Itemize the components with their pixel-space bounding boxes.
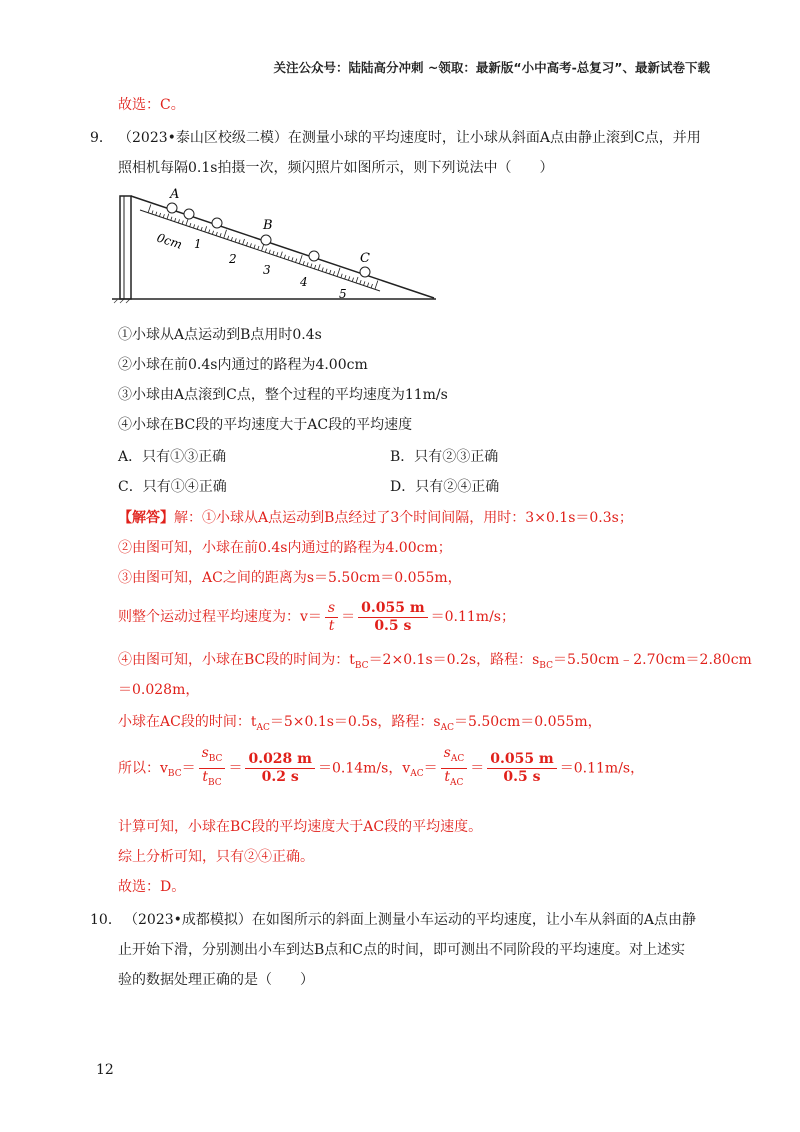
ruler-tick bbox=[212, 231, 213, 235]
ball-b bbox=[261, 235, 271, 245]
ruler-tick bbox=[318, 264, 320, 270]
ball-3 bbox=[212, 218, 222, 228]
ruler-tick bbox=[205, 226, 207, 232]
ruler-tick bbox=[307, 262, 308, 266]
tick-label-0cm: 0cm bbox=[155, 230, 184, 252]
ruler-tick bbox=[258, 246, 259, 250]
question-10-stem-line3: 验的数据处理正确的是（ ） bbox=[118, 972, 314, 988]
previous-answer: 故选：C。 bbox=[118, 97, 185, 113]
option-b: B．只有②③正确 bbox=[390, 449, 499, 465]
ruler-tick bbox=[364, 281, 365, 285]
answer-line-6: ＝0.028m， bbox=[118, 682, 200, 698]
ruler-tick bbox=[220, 233, 221, 237]
ruler-tick bbox=[201, 227, 202, 231]
ruler-tick bbox=[360, 280, 361, 284]
ruler-tick bbox=[341, 274, 342, 278]
ruler-tick bbox=[193, 224, 194, 228]
ruler-tick bbox=[224, 230, 227, 239]
label-point-c: C bbox=[360, 251, 370, 266]
ruler-tick bbox=[273, 251, 274, 255]
ruler-tick bbox=[288, 256, 289, 260]
support-post bbox=[120, 196, 131, 299]
ruler-tick bbox=[375, 280, 378, 289]
ruler-tick bbox=[227, 236, 228, 240]
ruler-tick bbox=[280, 252, 282, 258]
ruler-tick bbox=[216, 232, 217, 236]
ball-c bbox=[360, 267, 370, 277]
ruler-tick bbox=[190, 223, 191, 227]
ruler-tick bbox=[148, 204, 151, 213]
ruler-tick bbox=[243, 239, 245, 245]
ruler-tick bbox=[322, 267, 323, 271]
ball-a bbox=[167, 203, 177, 213]
ruler-tick bbox=[174, 218, 175, 222]
ruler-tick bbox=[284, 255, 285, 259]
label-point-a: A bbox=[170, 187, 180, 202]
fraction-s-over-t: $\frac{s}{t}$ bbox=[325, 600, 338, 635]
ruler-tick bbox=[371, 284, 372, 288]
ruler-tick bbox=[178, 219, 179, 223]
ruler-tick bbox=[182, 221, 183, 225]
fraction-0028-over-02: $\frac{0.028 m}{0.2 s}$ bbox=[245, 751, 315, 786]
ball-5 bbox=[309, 251, 319, 261]
fraction-sbc-over-tbc: $\frac{s_{BC}}{t_{BC}}$ bbox=[199, 745, 226, 792]
question-10-stem-line1: （2023•成都模拟）在如图所示的斜面上测量小车运动的平均速度，让小车从斜面的A点由静 bbox=[124, 912, 696, 928]
ruler-tick bbox=[367, 283, 368, 287]
answer-line-7: 小球在AC段的时间：$t_{AC}=5\times 0.1s=0.5s$，路程：$s_{AC}=5.50cm=0.055m$， bbox=[118, 714, 602, 733]
ruler-tick bbox=[171, 217, 172, 221]
ruler-tick bbox=[209, 229, 210, 233]
page-header: 关注公众号：陆陆高分冲刺 ~领取：最新版“小中高考-总复习”、最新试卷下载 bbox=[273, 60, 710, 75]
ruler-tick bbox=[277, 252, 278, 256]
option-c: C．只有①④正确 bbox=[118, 479, 227, 495]
ruler-tick bbox=[292, 257, 293, 261]
ruler-tick bbox=[296, 259, 297, 263]
tick-label-3: 3 bbox=[263, 263, 271, 277]
page-number: 12 bbox=[96, 1062, 114, 1078]
statement-2: ②小球在前0.4s内通过的路程为4.00cm bbox=[118, 357, 368, 373]
ruler-tick bbox=[326, 269, 327, 273]
statement-3: ③小球由A点滚到C点，整个过程的平均速度为11m/s bbox=[118, 387, 448, 403]
fraction-0055-over-05-b: $\frac{0.055 m}{0.5 s}$ bbox=[487, 751, 557, 786]
ruler-tick bbox=[349, 276, 350, 280]
answer-tag: 【解答】 bbox=[118, 510, 174, 526]
answer-line-5: ④由图可知，小球在BC段的时间为：$t_{BC}=2\times 0.1s=0.2s$，路程：$s_{BC}=5.50cm﹣2.70cm=2.80cm$ bbox=[118, 652, 752, 671]
ruler-tick bbox=[356, 277, 358, 283]
ruler-tick bbox=[246, 242, 247, 246]
ruler-tick bbox=[299, 255, 302, 264]
question-9-stem-line2: 照相机每隔0.1s拍摄一次，频闪照片如图所示，则下列说法中（ ） bbox=[118, 160, 554, 176]
ruler-tick bbox=[167, 214, 169, 220]
statement-4: ④小球在BC段的平均速度大于AC段的平均速度 bbox=[118, 417, 413, 433]
statement-1: ①小球从A点运动到B点用时0.4s bbox=[118, 327, 322, 343]
tick-label-4: 4 bbox=[300, 275, 308, 289]
option-a: A．只有①③正确 bbox=[118, 449, 227, 465]
ruler-tick bbox=[239, 240, 240, 244]
question-10-stem-line2: 止开始下滑，分别测出小车到达B点和C点的时间，即可测出不同阶段的平均速度。对上述实 bbox=[118, 942, 685, 958]
answer-line-2: ②由图可知，小球在前0.4s内通过的路程为4.00cm； bbox=[118, 540, 452, 556]
ruler-tick bbox=[333, 271, 334, 275]
question-10-number: 10． bbox=[90, 912, 122, 928]
ruler-tick bbox=[352, 278, 353, 282]
answer-line-1: 【解答】解：①小球从A点运动到B点经过了3个时间间隔，用时：3×0.1s＝0.3s； bbox=[118, 510, 633, 526]
tick-label-1: 1 bbox=[194, 237, 202, 251]
ruler-tick bbox=[314, 265, 315, 269]
answer-line-4-formula: 则整个运动过程平均速度为：v＝ $\frac{s}{t}$ ＝ $\frac{0.055 m}{0.5 s}$ ＝0.11m/s； bbox=[118, 599, 515, 634]
ball-2 bbox=[184, 209, 194, 219]
fraction-sac-over-tac: $\frac{s_{AC}}{t_{AC}}$ bbox=[441, 745, 468, 792]
question-9-number: 9． bbox=[90, 130, 113, 146]
ruler-tick bbox=[311, 264, 312, 268]
answer-line-9: 计算可知，小球在BC段的平均速度大于AC段的平均速度。 bbox=[118, 819, 483, 835]
ruler-tick bbox=[337, 268, 340, 277]
ruler-tick bbox=[235, 238, 236, 242]
ruler-tick bbox=[231, 237, 232, 241]
ruler-tick bbox=[269, 250, 270, 254]
question-9-stem-line1: （2023•泰山区校级二模）在测量小球的平均速度时，让小球从斜面A点由静止滚到C点，并用 bbox=[118, 130, 701, 146]
ruler-tick bbox=[250, 243, 251, 247]
answer-line-10: 综上分析可知，只有②④正确。 bbox=[118, 849, 314, 865]
tick-label-5: 5 bbox=[339, 287, 347, 301]
ruler-tick bbox=[345, 275, 346, 279]
label-point-b: B bbox=[263, 218, 273, 233]
answer-line-8-formula: 所以：$v_{BC}=$ $\frac{s_{BC}}{t_{BC}}$ ＝ $\frac{0.028 m}{0.2 s}$ ＝0.14m/s，$v_{AC}=$ $\frac{s_{AC}}{t_{AC}}$ ＝ $\frac{0.055 m}{0.5 s}$ ＝0.11m/s， bbox=[118, 745, 644, 796]
answer-line-3: ③由图可知，AC之间的距离为s＝5.50cm＝0.055m， bbox=[118, 570, 462, 586]
incline-figure bbox=[110, 186, 440, 304]
ruler-tick bbox=[254, 245, 255, 249]
tick-label-2: 2 bbox=[229, 252, 237, 266]
fraction-0055-over-05: $\frac{0.055 m}{0.5 s}$ bbox=[358, 600, 428, 635]
ruler-tick bbox=[265, 248, 266, 252]
ruler-tick bbox=[197, 226, 198, 230]
ruler-tick bbox=[330, 270, 331, 274]
ruler-tick bbox=[303, 261, 304, 265]
option-d: D．只有②④正确 bbox=[390, 479, 500, 495]
answer-line-11: 故选：D。 bbox=[118, 879, 186, 895]
